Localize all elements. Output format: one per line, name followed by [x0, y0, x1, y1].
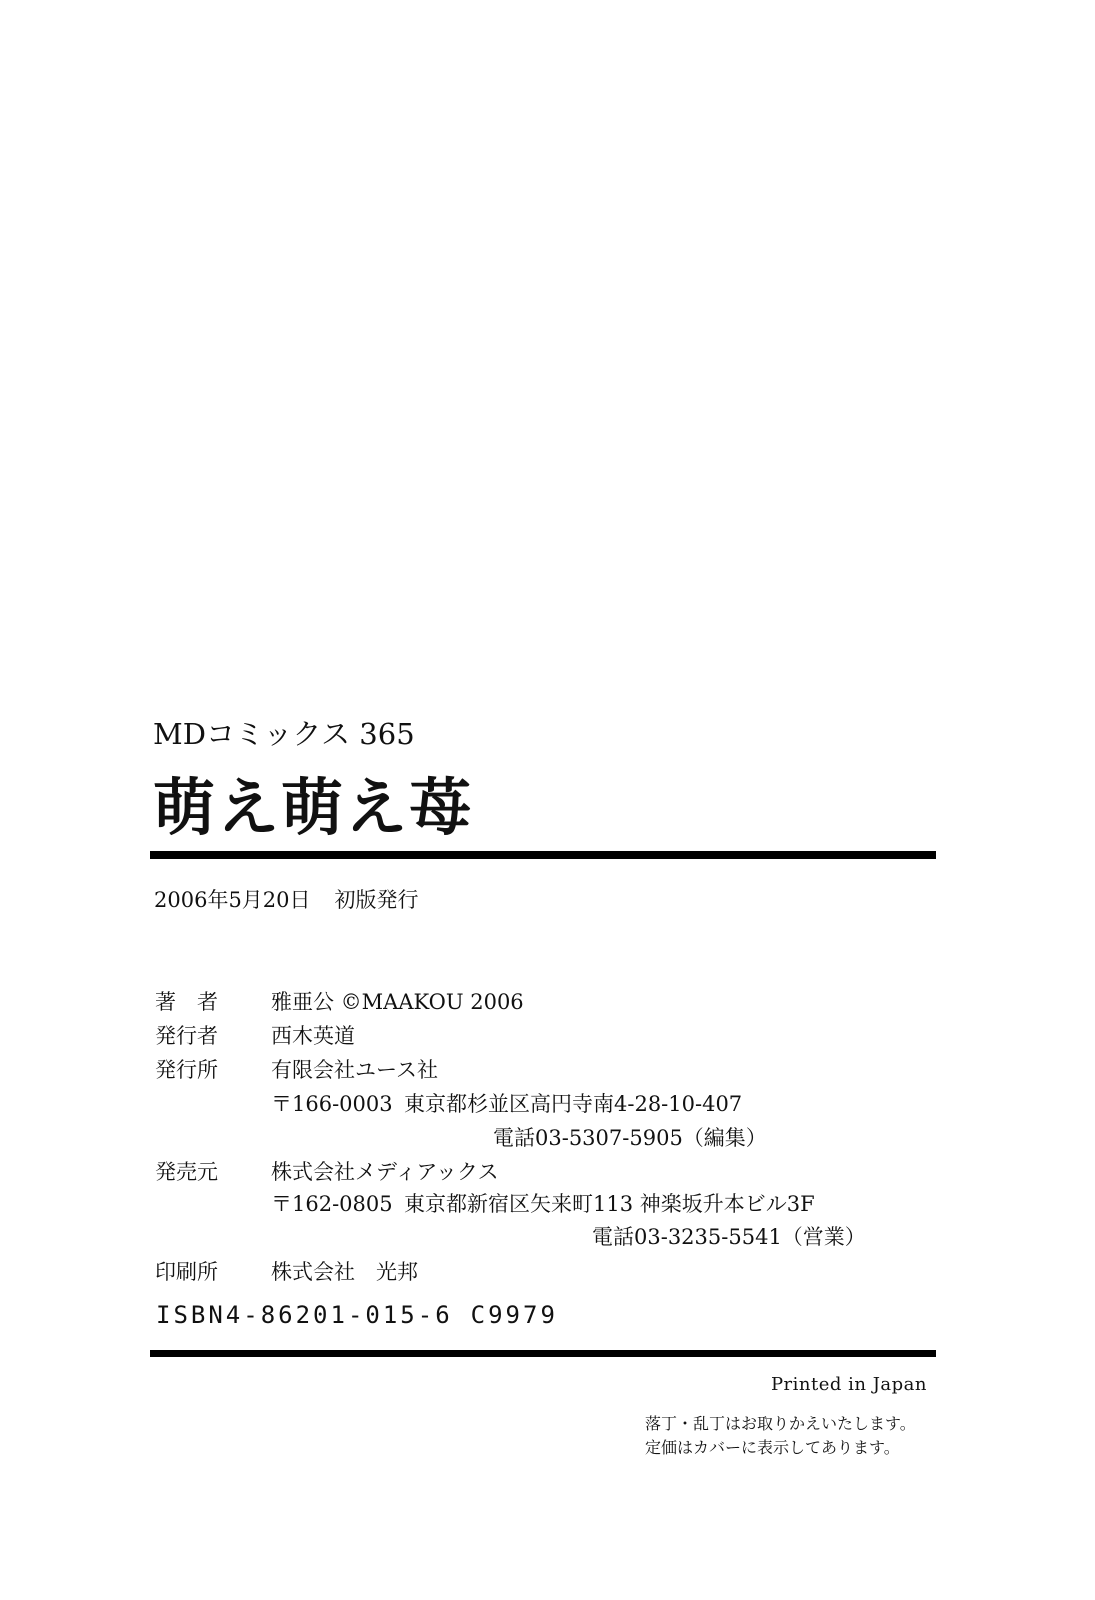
- publisher-name: 有限会社ユース社: [271, 1058, 438, 1082]
- notice-price: 定価はカバーに表示してあります。: [645, 1438, 900, 1457]
- distributor-address: 東京都新宿区矢来町113 神楽坂升本ビル3F: [404, 1192, 815, 1216]
- publisher-address-line: [271, 1088, 742, 1118]
- top-divider: [150, 851, 936, 859]
- notice-replacement: 落丁・乱丁はお取りかえいたします。: [645, 1414, 916, 1433]
- publisher-person-value: 西木英道: [271, 1024, 355, 1048]
- publisher-phone: 電話03-5307-5905（編集）: [493, 1126, 767, 1150]
- printer-label: 印刷所: [155, 1260, 218, 1284]
- publisher-person-label: 発行者: [155, 1024, 218, 1048]
- bottom-divider: [150, 1350, 936, 1357]
- isbn-code: ISBN4-86201-015-6: [156, 1301, 453, 1329]
- printer-value: 株式会社 光邦: [271, 1260, 418, 1284]
- author-label: 著 者: [155, 990, 218, 1014]
- publisher-address: 東京都杉並区高円寺南4-28-10-407: [404, 1092, 743, 1116]
- publisher-label: 発行所: [155, 1058, 218, 1082]
- isbn-classification: C9979: [470, 1301, 558, 1329]
- distributor-name: 株式会社メディアックス: [271, 1160, 499, 1184]
- series-name: MDコミックス 365: [153, 717, 415, 751]
- distributor-address-line: [271, 1188, 815, 1218]
- isbn-line: [156, 1301, 558, 1329]
- distributor-label: 発売元: [155, 1160, 218, 1184]
- edition-line: [154, 884, 419, 914]
- edition-label: 初版発行: [334, 888, 419, 912]
- distributor-zip: 〒162-0805: [271, 1192, 393, 1216]
- distributor-phone: 電話03-3235-5541（営業）: [592, 1225, 866, 1249]
- book-title: 萌え萌え苺: [153, 771, 474, 844]
- printed-in-japan: Printed in Japan: [770, 1374, 927, 1395]
- edition-date: 2006年5月20日: [154, 888, 311, 912]
- author-value: 雅亜公 ©MAAKOU 2006: [271, 990, 524, 1014]
- publisher-zip: 〒166-0003: [271, 1092, 393, 1116]
